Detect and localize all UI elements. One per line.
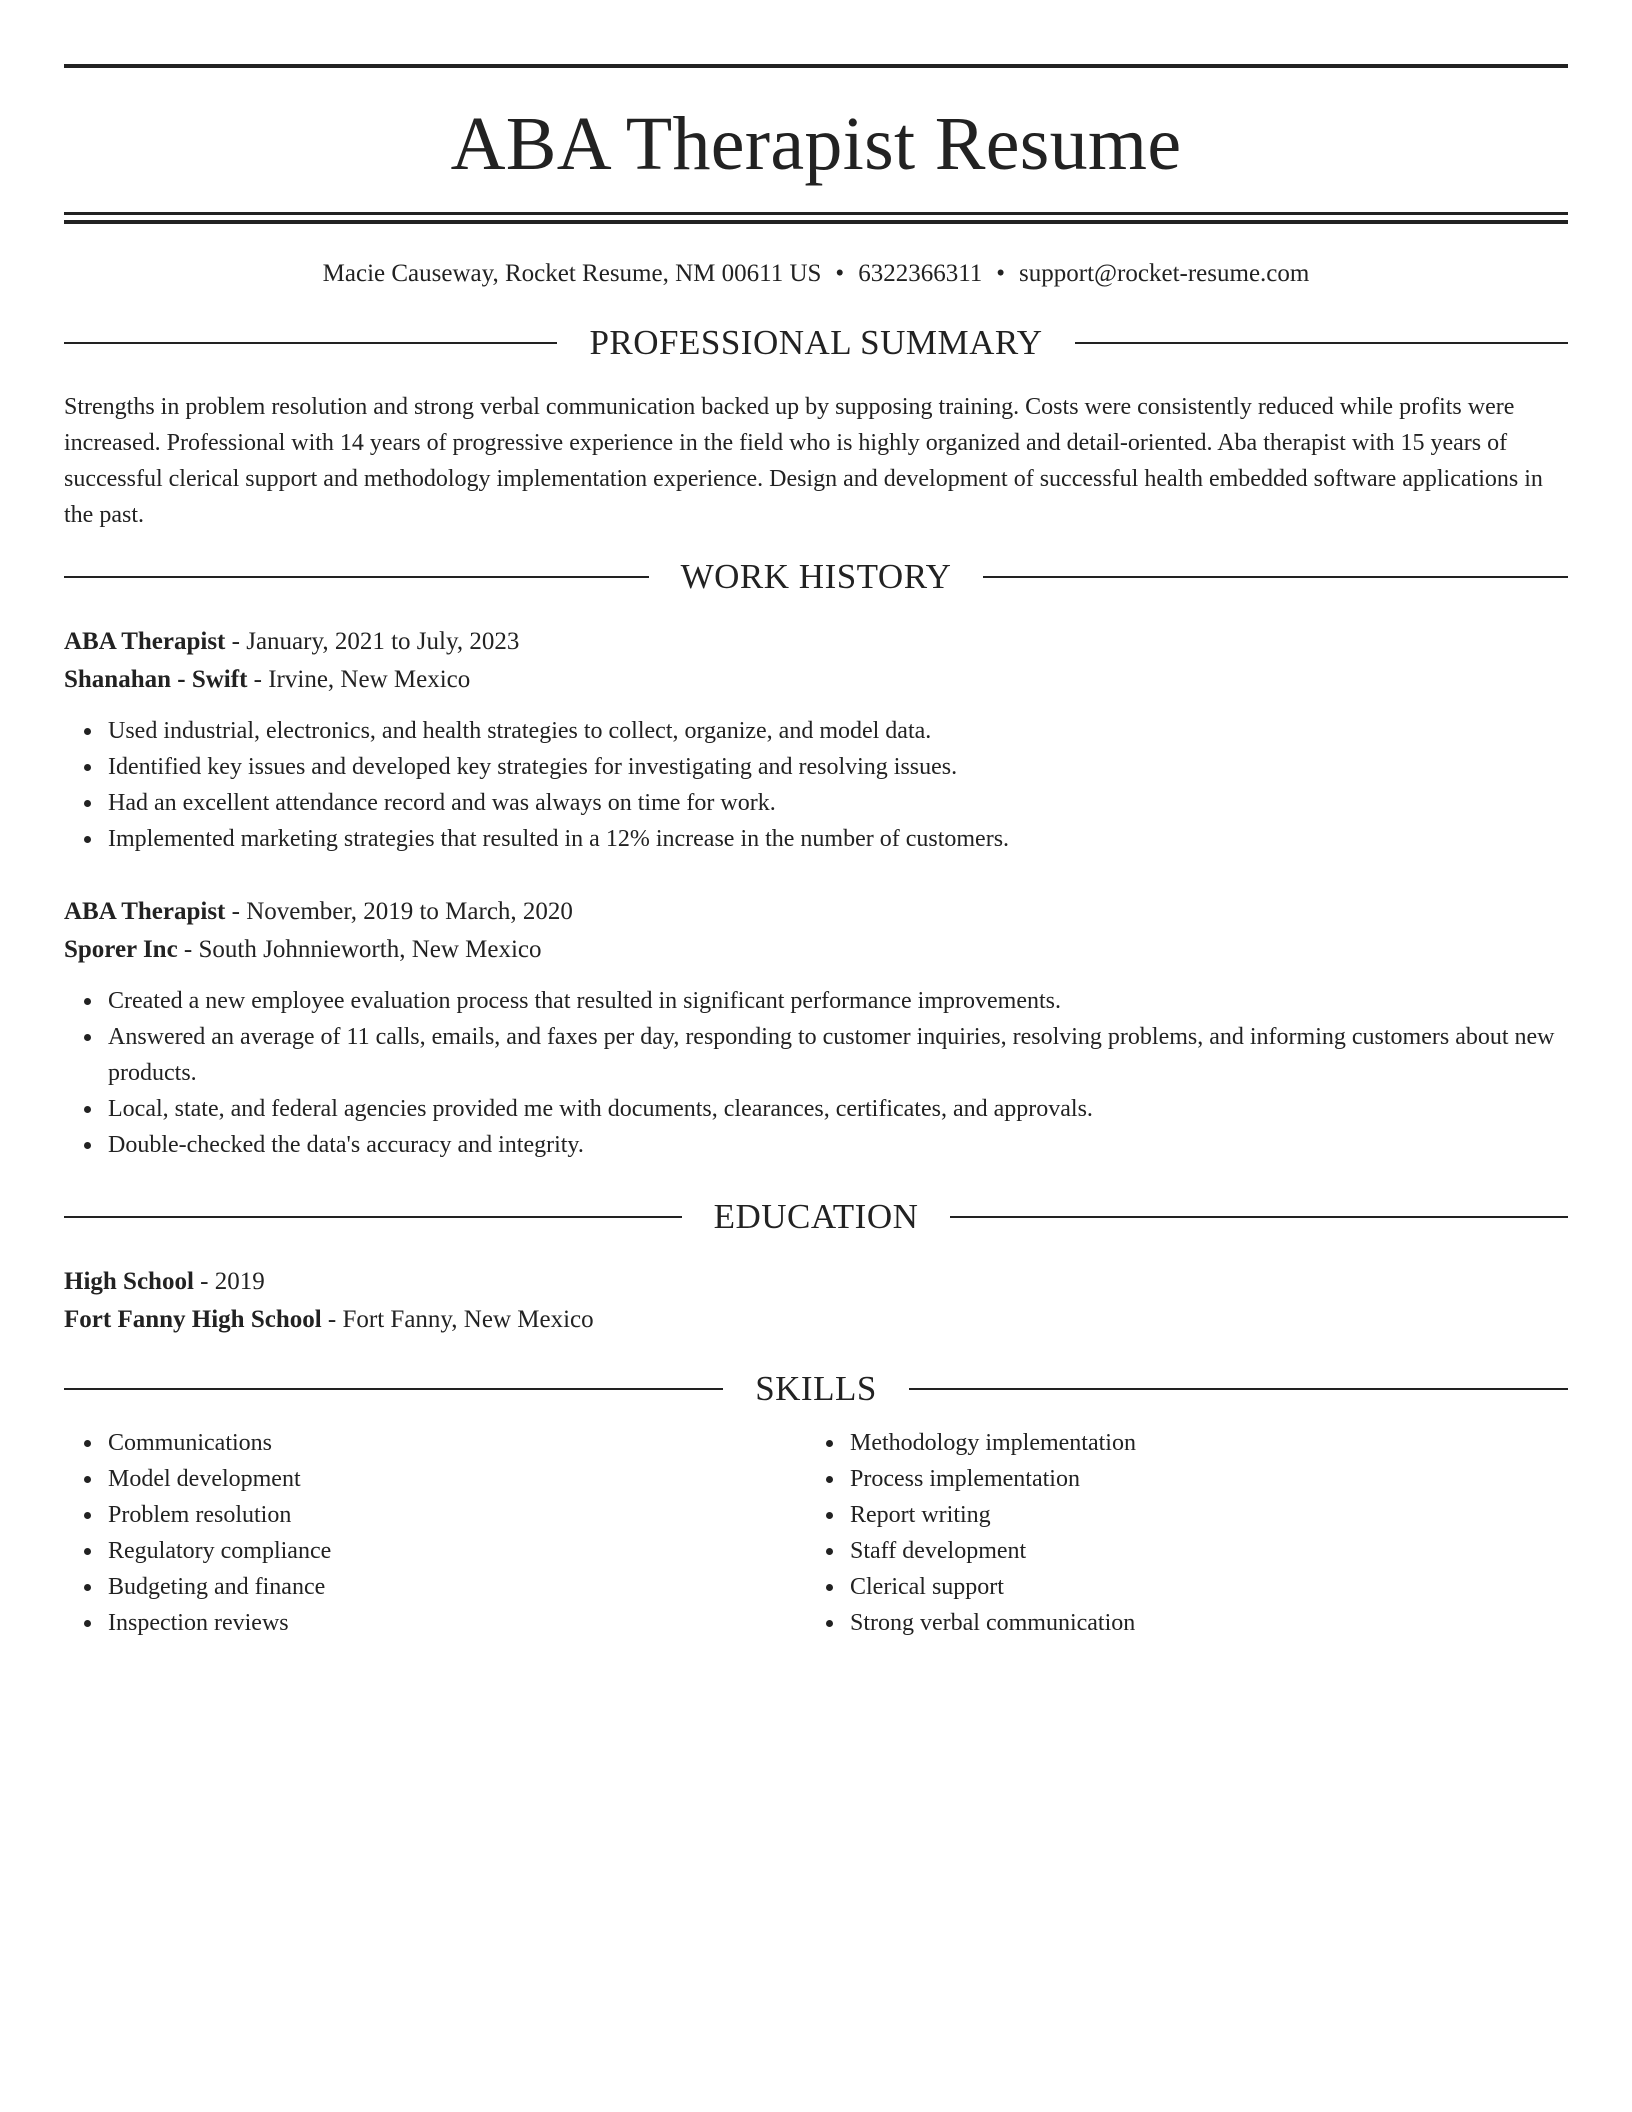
job-entry <box>64 623 1568 857</box>
skills-column-left <box>64 1425 806 1641</box>
contact-separator: • <box>835 260 845 287</box>
job-bullet: Implemented marketing strategies that resulted in a 12% increase in the number of customers. <box>108 821 1568 857</box>
section-header-work <box>64 557 1568 597</box>
education-school-line <box>64 1301 1568 1339</box>
job-dates: - January, 2021 to July, 2023 <box>225 628 520 655</box>
contact-phone: 6322366311 <box>858 260 983 287</box>
section-rule <box>64 1388 723 1390</box>
section-rule <box>64 1216 682 1218</box>
skill-item: Strong verbal communication <box>850 1605 1548 1641</box>
job-company: Shanahan - Swift <box>64 666 248 693</box>
skills-bullets <box>806 1425 1548 1641</box>
section-rule <box>1075 342 1568 344</box>
skill-item: Report writing <box>850 1497 1548 1533</box>
job-title-line <box>64 623 1568 661</box>
job-title: ABA Therapist <box>64 628 226 655</box>
job-bullet: Used industrial, electronics, and health strategies to collect, organize, and model data. <box>108 713 1568 749</box>
skill-item: Clerical support <box>850 1569 1548 1605</box>
job-bullet: Answered an average of 11 calls, emails, and faxes per day, responding to customer inquiries, resolving problems, and informing customers about new products. <box>108 1019 1568 1091</box>
job-title-line <box>64 893 1568 931</box>
skill-item: Problem resolution <box>108 1497 806 1533</box>
skill-item: Methodology implementation <box>850 1425 1548 1461</box>
title-rule-upper <box>64 212 1568 215</box>
contact-separator: • <box>996 260 1006 287</box>
job-bullet: Double-checked the data's accuracy and integrity. <box>108 1127 1568 1163</box>
education-location: - Fort Fanny, New Mexico <box>321 1306 594 1333</box>
section-header-education <box>64 1197 1568 1237</box>
job-company: Sporer Inc <box>64 936 178 963</box>
contact-address: Macie Causeway, Rocket Resume, NM 00611 US <box>322 260 822 287</box>
skill-item: Process implementation <box>850 1461 1548 1497</box>
section-rule <box>950 1216 1568 1218</box>
skills-column-right <box>806 1425 1548 1641</box>
skill-item: Model development <box>108 1461 806 1497</box>
education-school: Fort Fanny High School <box>64 1306 322 1333</box>
skill-item: Inspection reviews <box>108 1605 806 1641</box>
job-location: - Irvine, New Mexico <box>247 666 471 693</box>
contact-line <box>64 257 1568 291</box>
section-rule <box>983 576 1568 578</box>
skills-bullets <box>64 1425 806 1641</box>
skill-item: Communications <box>108 1425 806 1461</box>
job-bullet: Created a new employee evaluation process that resulted in significant performance improvements. <box>108 983 1568 1019</box>
resume-page <box>64 64 1568 1641</box>
education-degree-line <box>64 1263 1568 1301</box>
title-rule-lower <box>64 220 1568 224</box>
section-header-summary <box>64 323 1568 363</box>
skill-item: Budgeting and finance <box>108 1569 806 1605</box>
job-entry <box>64 893 1568 1163</box>
section-rule <box>909 1388 1568 1390</box>
education-degree: High School <box>64 1268 194 1295</box>
section-header-skills <box>64 1369 1568 1409</box>
section-title-summary: PROFESSIONAL SUMMARY <box>589 323 1043 362</box>
resume-title: ABA Therapist Resume <box>450 102 1182 186</box>
skill-item: Staff development <box>850 1533 1548 1569</box>
section-title-skills: SKILLS <box>755 1369 877 1408</box>
summary-text: Strengths in problem resolution and strong verbal communication backed up by supposing training. Costs were consistently reduced while profits were increased. Professional with 14 years of progressive experience in the field who is highly organized and detail-oriented. Aba therapist with 15 years of successful clerical support and methodology implementation experience. Design and development of successful health embedded software applications in the past. <box>64 394 1543 528</box>
education-entry <box>64 1263 1568 1339</box>
job-bullets <box>64 713 1568 857</box>
job-bullets <box>64 983 1568 1163</box>
job-location: - South Johnnieworth, New Mexico <box>177 936 542 963</box>
section-title-education: EDUCATION <box>713 1197 919 1236</box>
job-dates: - November, 2019 to March, 2020 <box>225 898 573 925</box>
education-year: - 2019 <box>193 1268 265 1295</box>
job-company-line <box>64 931 1568 969</box>
section-title-work: WORK HISTORY <box>680 557 952 596</box>
top-rule <box>64 64 1568 68</box>
job-title: ABA Therapist <box>64 898 226 925</box>
job-company-line <box>64 661 1568 699</box>
job-bullet: Had an excellent attendance record and was always on time for work. <box>108 785 1568 821</box>
skills-list <box>64 1425 1568 1641</box>
section-rule <box>64 342 557 344</box>
job-bullet: Local, state, and federal agencies provided me with documents, clearances, certificates, and approvals. <box>108 1091 1568 1127</box>
contact-email: support@rocket-resume.com <box>1019 260 1310 287</box>
skill-item: Regulatory compliance <box>108 1533 806 1569</box>
job-bullet: Identified key issues and developed key strategies for investigating and resolving issues. <box>108 749 1568 785</box>
section-rule <box>64 576 649 578</box>
